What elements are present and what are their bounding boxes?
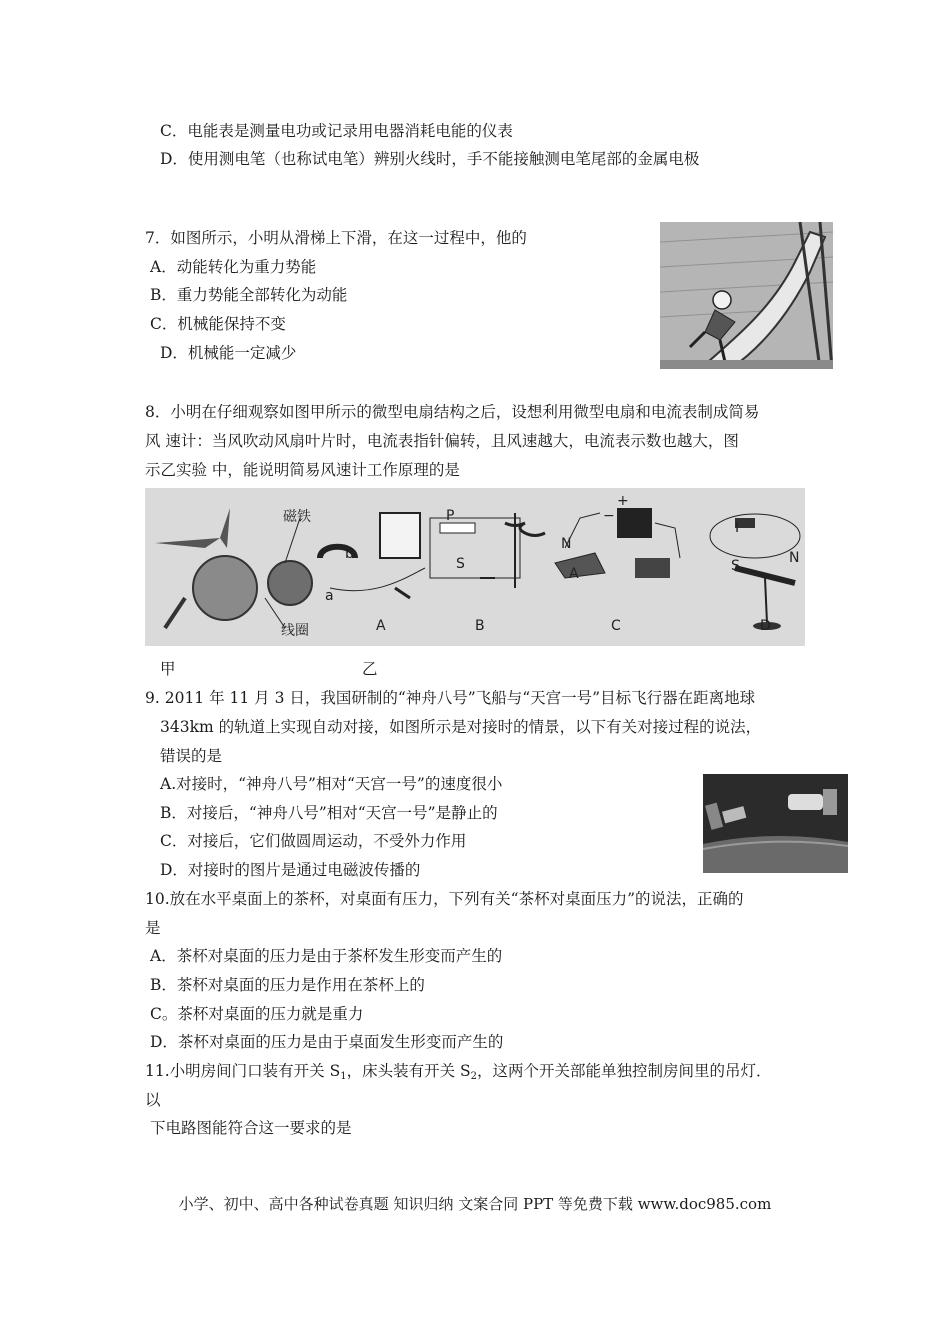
- label-S2: S: [731, 558, 740, 574]
- page-footer: 小学、初中、高中各种试卷真题 知识归纳 文案合同 PPT 等免费下载 www.doc985.com: [178, 1195, 772, 1213]
- q11-sub2: 2: [470, 1071, 477, 1082]
- label-minus: −: [603, 508, 615, 524]
- q7-option-d: D．机械能一定减少: [160, 344, 297, 362]
- q11-text-c: ，这两个开关部能单独控制房间里的吊灯．: [477, 1062, 772, 1080]
- label-magnet: 磁铁: [283, 509, 311, 525]
- q10-stem-line2: 是: [145, 919, 161, 937]
- label-option-d: D: [760, 618, 771, 634]
- q8-stem-line3: 示乙实验 中，能说明简易风速计工作原理的是: [145, 461, 460, 479]
- q10-option-b: B．茶杯对桌面的压力是作用在茶杯上的: [150, 976, 425, 994]
- q11-text-b: ，床头装有开关 S: [346, 1062, 471, 1080]
- q9-stem-line3: 错误的是: [160, 747, 223, 765]
- q11-sub1: 1: [340, 1071, 347, 1082]
- slide-illustration: [660, 222, 833, 369]
- q9-stem-line1: 9. 2011 年 11 月 3 日，我国研制的“神舟八号”飞船与“天宫一号”目标飞行器在距离地球: [145, 689, 756, 707]
- q7-option-c: C．机械能保持不变: [150, 315, 286, 333]
- label-small-a: a: [325, 588, 334, 604]
- q11-stem-line2: 以: [145, 1091, 161, 1109]
- label-S: S: [456, 556, 465, 572]
- label-N2: N: [789, 550, 800, 566]
- q11-text-a: 11.小明房间门口装有开关 S: [145, 1062, 341, 1080]
- q7-option-a: A．动能转化为重力势能: [150, 258, 317, 276]
- q8-stem-line1: 8．小明在仔细观察如图甲所示的微型电扇结构之后，设想利用微型电扇和电流表制成简易: [145, 403, 760, 421]
- label-N: N: [561, 536, 572, 552]
- label-coil: 线圈: [281, 623, 309, 639]
- label-P: P: [446, 508, 455, 524]
- figure-caption-jia: 甲: [160, 660, 176, 678]
- q6-option-c: C．电能表是测量电功或记录用电器消耗电能的仪表: [160, 122, 513, 140]
- q8-figure-strip: [145, 488, 805, 646]
- q9-stem-line2: 343km 的轨道上实现自动对接，如图所示是对接时的情景，以下有关对接过程的说法，: [160, 718, 762, 736]
- q7-option-b: B．重力势能全部转化为动能: [150, 286, 348, 304]
- label-option-c: C: [611, 618, 621, 634]
- q11-stem-line3: 下电路图能符合这一要求的是: [150, 1119, 352, 1137]
- docking-photo: [703, 774, 848, 873]
- q6-option-d: D．使用测电笔（也称试电笔）辨别火线时，手不能接触测电笔尾部的金属电极: [160, 150, 700, 168]
- label-A-small: A: [569, 566, 579, 582]
- q11-stem-line1: [145, 1061, 772, 1087]
- q10-option-c: C。茶杯对桌面的压力就是重力: [150, 1005, 364, 1023]
- q8-stem-line2: 风 速计：当风吹动风扇叶片时，电流表指针偏转，且风速越大，电流表示数也越大，图: [145, 432, 739, 450]
- q9-option-b: B．对接后，“神舟八号”相对“天宫一号”是静止的: [160, 804, 498, 822]
- figure-caption-yi: 乙: [362, 660, 378, 678]
- label-I: I: [735, 520, 740, 536]
- q9-option-a: A.对接时，“神舟八号”相对“天宫一号”的速度很小: [160, 775, 503, 793]
- label-option-a: A: [376, 618, 386, 634]
- q10-option-d: D．茶杯对桌面的压力是由于桌面发生形变而产生的: [150, 1033, 504, 1051]
- docking-illustration: [703, 774, 848, 873]
- q10-stem-line1: 10.放在水平桌面上的茶杯，对桌面有压力，下列有关“茶杯对桌面压力”的说法，正确的: [145, 890, 744, 908]
- label-plus: +: [617, 493, 629, 509]
- q9-option-c: C．对接后，它们做圆周运动，不受外力作用: [160, 832, 467, 850]
- q10-option-a: A．茶杯对桌面的压力是由于茶杯发生形变而产生的: [150, 947, 503, 965]
- q9-option-d: D．对接时的图片是通过电磁波传播的: [160, 861, 421, 879]
- label-small-b: b: [345, 546, 354, 562]
- slide-photo: [660, 222, 833, 369]
- label-option-b: B: [475, 618, 485, 634]
- q7-stem: 7．如图所示，小明从滑梯上下滑，在这一过程中，他的: [145, 229, 527, 247]
